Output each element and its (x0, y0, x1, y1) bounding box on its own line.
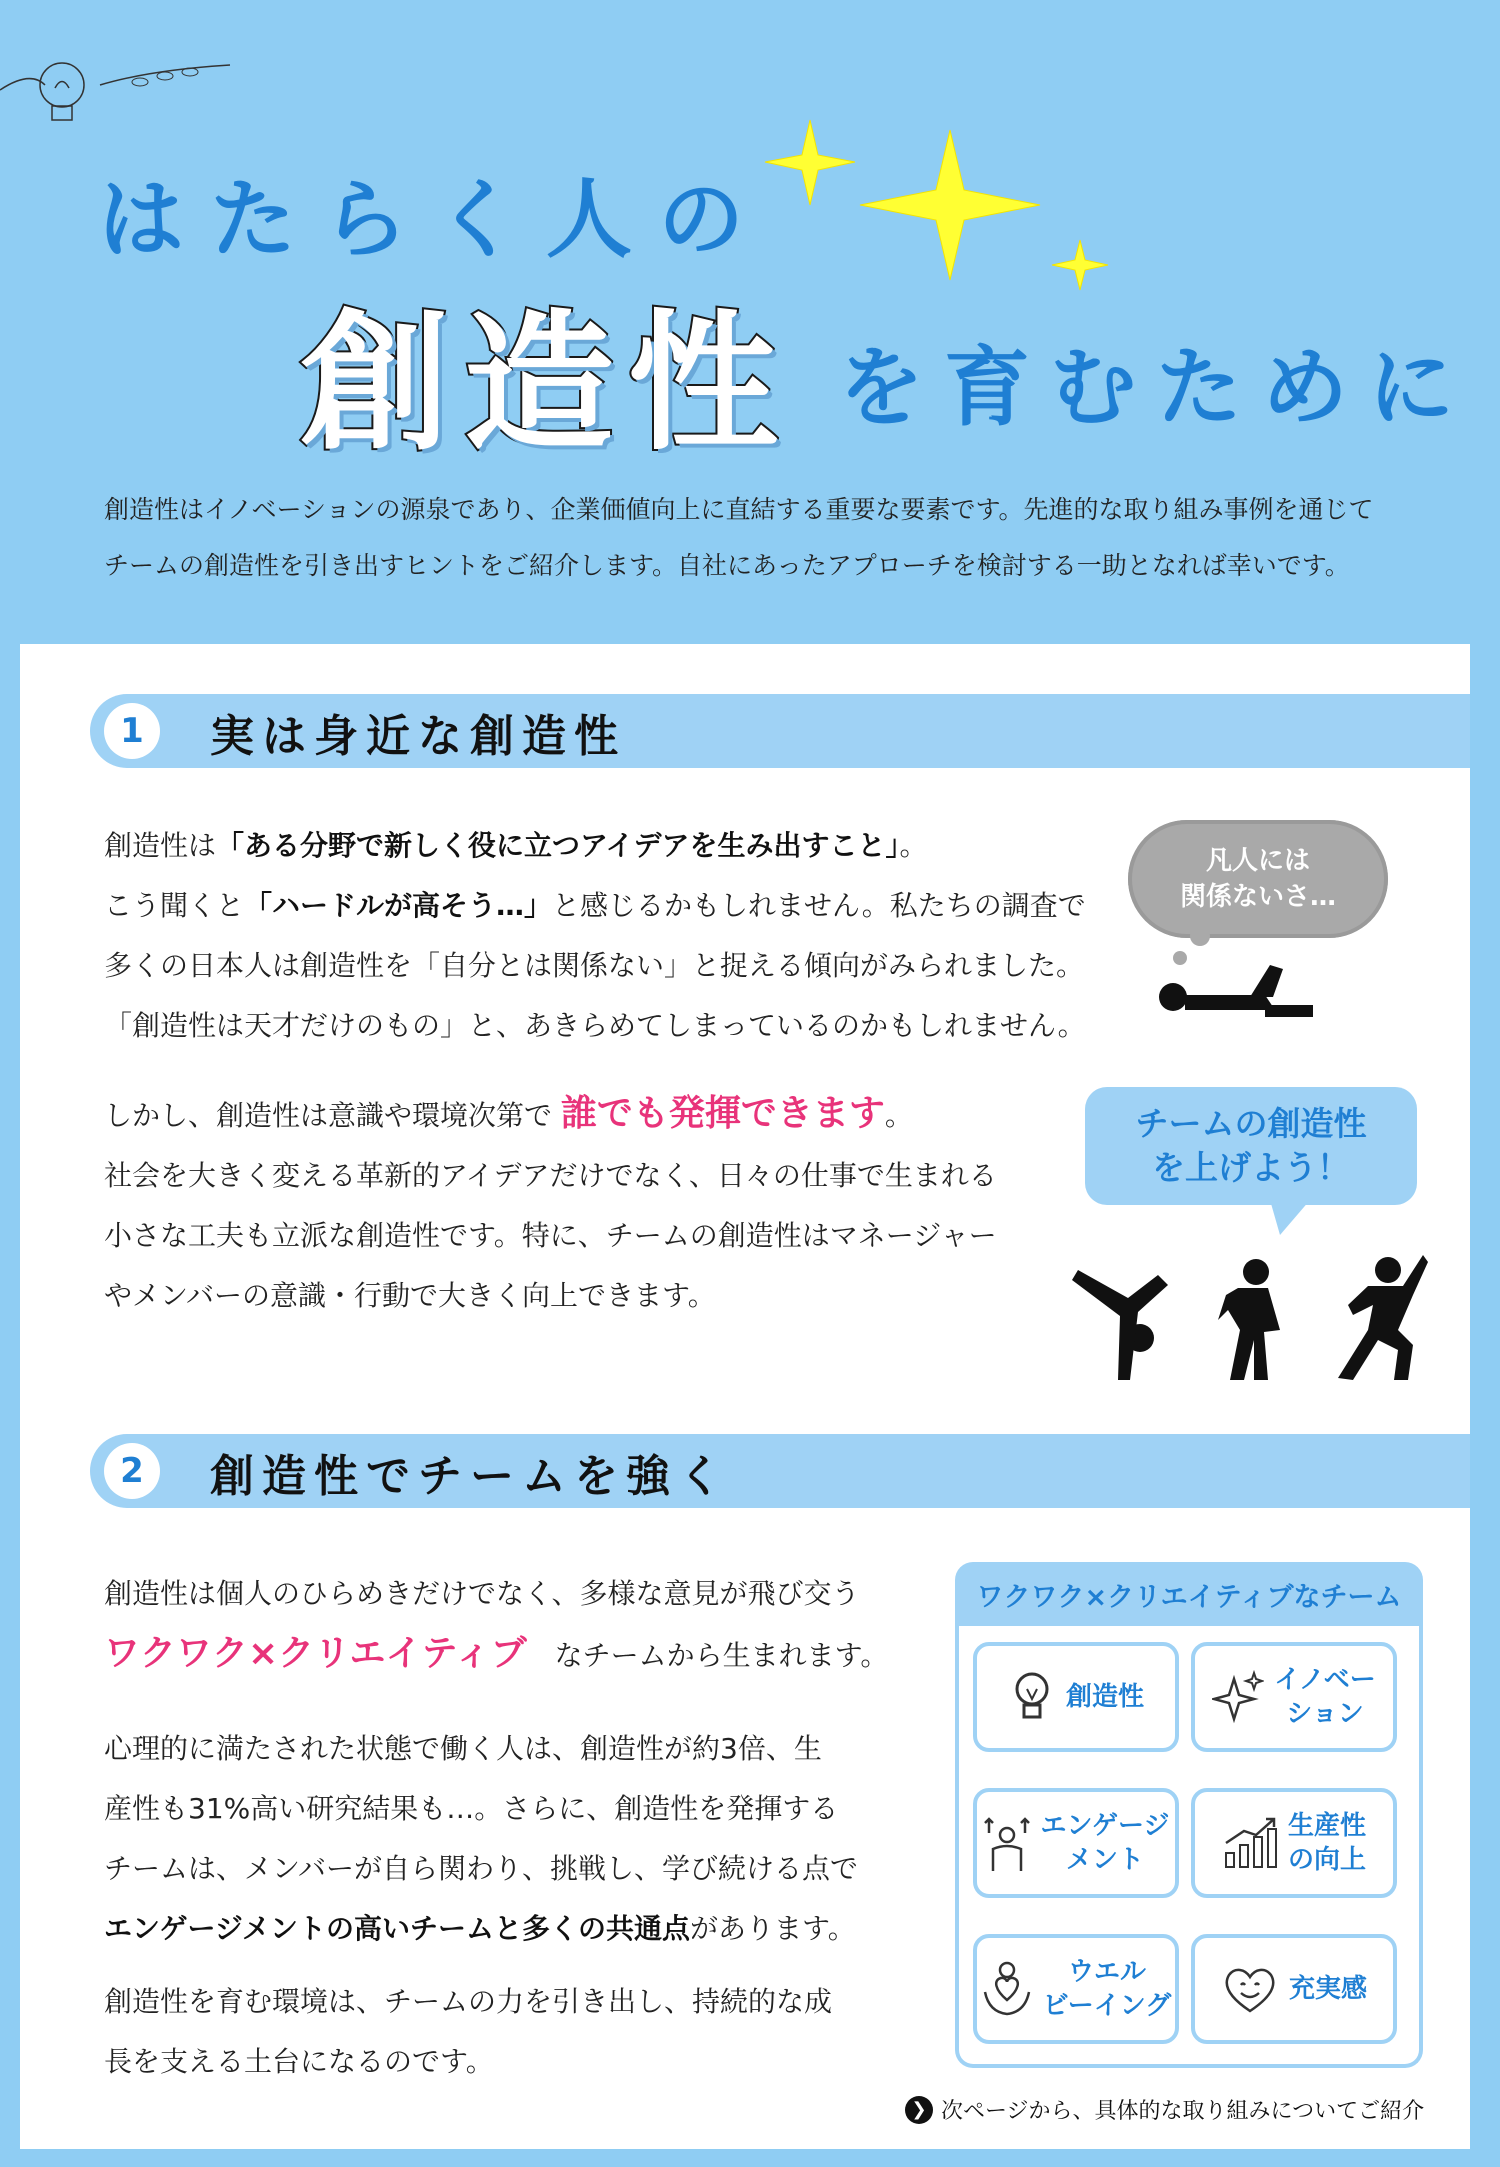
sparkle-stars-icon (740, 110, 1120, 310)
team-qualities-title: ワクワク×クリエイティブなチーム (955, 1562, 1423, 1626)
bubble-text: を上げよう！ (1152, 1148, 1350, 1187)
tile-fulfillment (1191, 1934, 1397, 2044)
engagement-icon (983, 1813, 1031, 1873)
chevron-right-icon: ❯ (905, 2096, 933, 2124)
section1-paragraph2 (104, 1084, 1104, 1326)
tile-label: 創造性 (1065, 1682, 1144, 1712)
section1-title: 実は身近な創造性 (210, 711, 626, 762)
intro-text (104, 482, 1434, 594)
thought-bubble (1128, 820, 1388, 938)
anyone-can-emphasis: 誰でも発揮できます (560, 1093, 885, 1134)
intro-line: チームの創造性を引き出すヒントをご紹介します。自社にあったアプローチを検討する一助となれば幸いです。 (104, 551, 1350, 580)
tile-label: エンゲージ メント (1040, 1811, 1170, 1875)
text: 創造性は (104, 829, 217, 862)
growth-chart-icon (1222, 1815, 1278, 1871)
tile-label: 生産性 の向上 (1287, 1811, 1366, 1875)
definition-emphasis: 「ある分野で新しく役に立つアイデアを生み出すこと」 (216, 829, 900, 862)
heart-smile-icon (1221, 1963, 1279, 2015)
team-qualities-grid (955, 1626, 1423, 2068)
section2-title: 創造性でチームを強く (210, 1451, 730, 1502)
text: 社会を大きく変える革新的アイデアだけでなく、日々の仕事で生まれる (104, 1159, 997, 1192)
text: チームは、メンバーが自ら関わり、挑戦し、学び続ける点で (104, 1852, 859, 1885)
intro-line: 創造性はイノベーションの源泉であり、企業価値向上に直結する重要な要素です。先進的な取り組み事例を通じて (104, 495, 1374, 524)
tile-label: 充実感 (1288, 1974, 1367, 2004)
bubble-text: 凡人には (1205, 846, 1310, 876)
title-line1: はたらく人の (98, 170, 770, 270)
title-main: 創造性 (300, 297, 793, 471)
wellbeing-icon (981, 1960, 1033, 2018)
bubble-text: チームの創造性 (1135, 1104, 1367, 1143)
text: 。 (899, 829, 928, 862)
section2-paragraph1 (104, 1564, 944, 1686)
tile-label: イノベー ション (1274, 1665, 1376, 1729)
text: なチームから生まれます。 (526, 1639, 889, 1672)
lightbulb-icon (1008, 1669, 1056, 1725)
engagement-emphasis: エンゲージメントの高いチームと多くの共通点 (104, 1912, 691, 1945)
tile-creativity (973, 1642, 1179, 1752)
waku-creative-emphasis: ワクワク×クリエイティブ (104, 1633, 527, 1674)
text: 小さな工夫も立派な創造性です。特に、チームの創造性はマネージャー (104, 1219, 997, 1252)
next-page-text: 次ページから、具体的な取り組みについてご紹介 (941, 2099, 1425, 2124)
text: 「創造性は天才だけのもの」と、あきらめてしまっているのかもしれません。 (104, 1009, 1086, 1042)
text: しかし、創造性は意識や環境次第で (104, 1099, 561, 1132)
text: 長を支える土台になるのです。 (104, 2045, 494, 2078)
section2-header (90, 1434, 1470, 1508)
tile-productivity (1191, 1788, 1397, 1898)
title-line2: を育むために (838, 338, 1474, 438)
lightbulb-sketch-icon (0, 30, 260, 130)
text: 産性も31%高い研究結果も…。さらに、創造性を発揮する (104, 1792, 839, 1825)
text: があります。 (690, 1912, 856, 1945)
tile-innovation (1191, 1642, 1397, 1752)
section2-number: 2 (104, 1443, 160, 1499)
next-page-note (905, 2094, 1424, 2125)
section1-number: 1 (104, 703, 160, 759)
hurdle-emphasis: 「ハードルが高そう…」 (244, 889, 553, 922)
speech-tail-icon (1270, 1200, 1330, 1240)
text: 。 (884, 1099, 913, 1132)
text: 創造性は個人のひらめきだけでなく、多様な意見が飛び交う (104, 1577, 860, 1610)
lying-person-icon (1155, 955, 1315, 1025)
tile-engagement (973, 1788, 1179, 1898)
tile-wellbeing (973, 1934, 1179, 2044)
active-people-icon (1068, 1250, 1428, 1390)
section1-header (90, 694, 1470, 768)
bubble-text: 関係ないさ… (1179, 882, 1336, 912)
text: と感じるかもしれません。私たちの調査で (552, 889, 1086, 922)
section2-paragraph2 (104, 1719, 944, 1959)
speech-bubble (1085, 1087, 1417, 1205)
sparkles-icon (1212, 1669, 1264, 1725)
text: 心理的に満たされた状態で働く人は、創造性が約3倍、生 (104, 1732, 822, 1765)
text: こう聞くと (104, 889, 245, 922)
text: 多くの日本人は創造性を「自分とは関係ない」と捉える傾向がみられました。 (104, 949, 1085, 982)
tile-label: ウエル ビーイング (1042, 1957, 1172, 2021)
section1-paragraph1 (104, 816, 1104, 1056)
section2-paragraph3 (104, 1972, 944, 2092)
text: 創造性を育む環境は、チームの力を引き出し、持続的な成 (104, 1985, 833, 2018)
text: やメンバーの意識・行動で大きく向上できます。 (104, 1279, 716, 1312)
